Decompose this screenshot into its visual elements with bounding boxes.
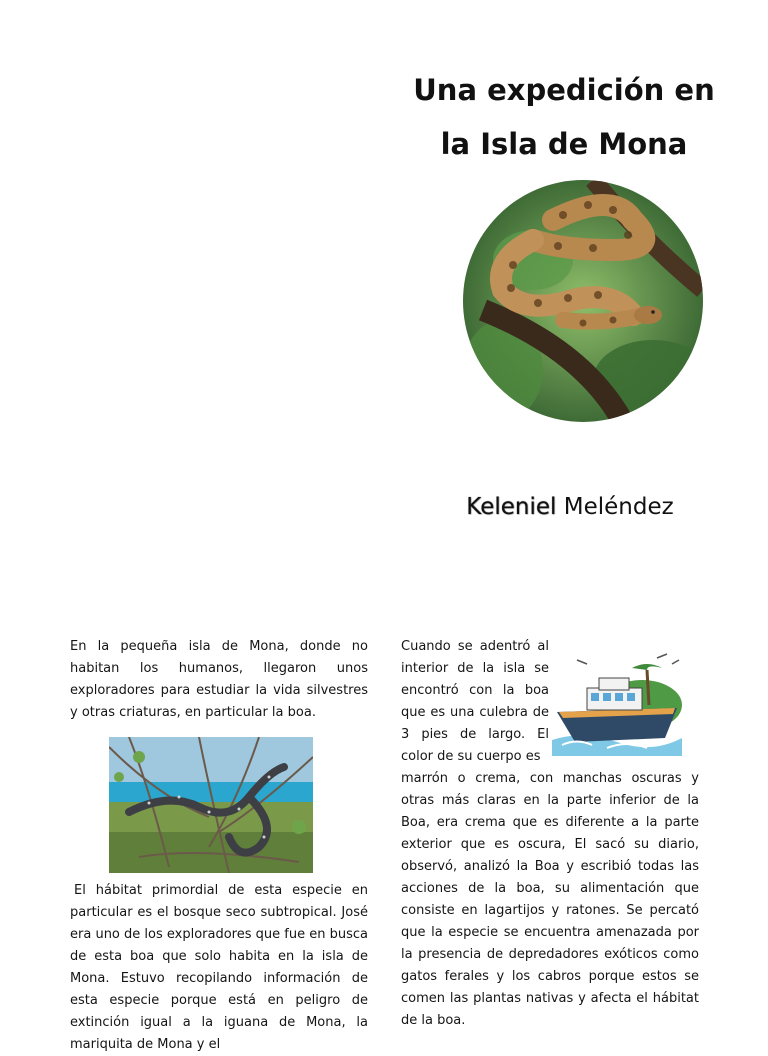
boa-cover-image [463,180,703,422]
boat-illustration [547,650,687,756]
boa-snake-illustration [463,180,703,422]
page-title [400,63,728,171]
author-name [400,494,740,520]
paragraph-intro: En la pequeña isla de Mona, donde no habitan los humanos, llegaron unos exploradores para estudiar la vida silvestres y otras criaturas, en particular la boa. [70,639,368,720]
author-first-name: Keleniel [466,494,557,520]
paragraph-encounter-top: Cuando se adentró al interior de la isla se encontró con la boa que es una culebra de 3 pies de largo. El color de su cuerpo es [401,639,549,764]
paragraph-encounter-bottom: marrón o crema, con manchas oscuras y otras más claras en la parte inferior de la Boa, era crema que es diferente a la parte exterior que es oscura, El sacó su diario, observó, analizó la Boa y escribió todas las acciones de la boa, su alimentación que consiste en lagartijos y ratones. Se percató que la especie se encuentra amenazada por la presencia de depredadores exóticos como gatos ferales y los cabros porque estos se comen las plantas nativas y afecta el hábitat de la boa. [401,771,699,1028]
boat-icon [547,650,687,756]
boa-photo [109,737,313,873]
title-line-1: Una expedición en [413,73,715,108]
author-last-name: Meléndez [563,494,674,520]
title-line-2: la Isla de Mona [440,127,688,162]
boa-on-branches-image [109,737,313,873]
paragraph-habitat: El hábitat primordial de esta especie en particular es el bosque seco subtropical. José era uno de los exploradores que fue en busca de esta boa que solo habita en la isla de Mona. Estuvo recopilando información de esta especie porque está en peligro de extinción igual a la iguana de Mona, la mariquita de Mona y el [70,883,368,1052]
